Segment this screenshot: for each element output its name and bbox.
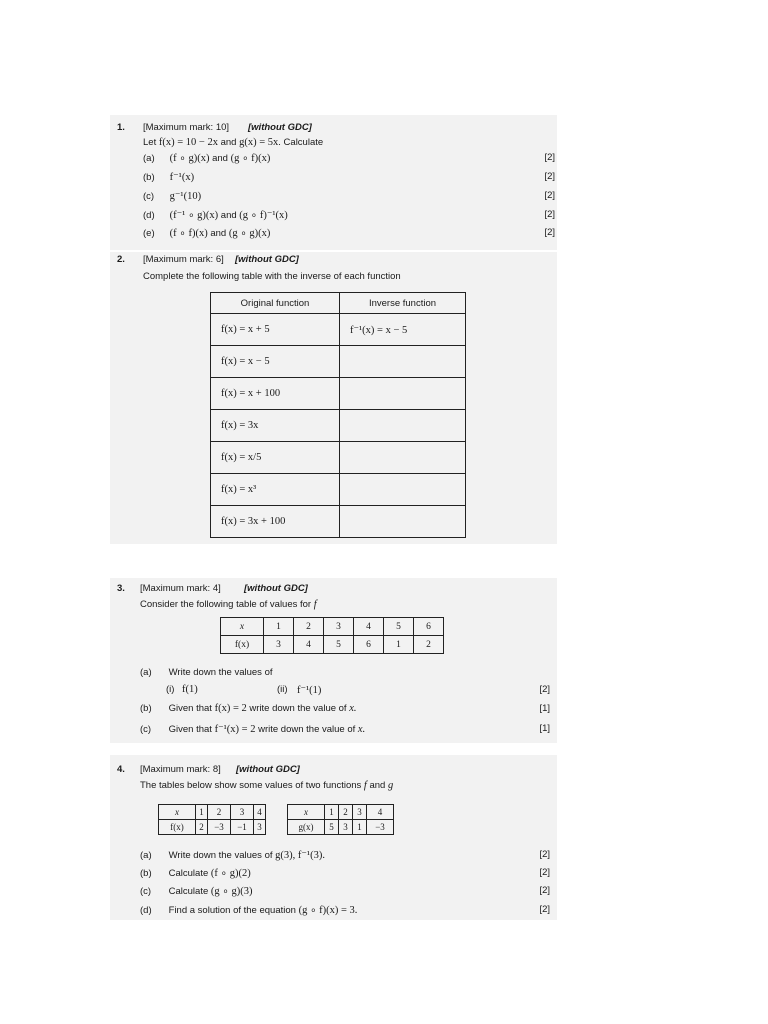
gx-value-cell: −3 <box>367 820 394 835</box>
q1-part-label: (e) <box>143 228 155 239</box>
q1-part-expr: (g ∘ f)(x) <box>230 153 271 164</box>
q3-part-sub-label: (ii) <box>277 684 288 695</box>
q4-part-mark: [2] <box>539 849 550 860</box>
q1-part-join: and <box>212 153 228 164</box>
q1-part-expr: g⁻¹(10) <box>169 191 202 202</box>
q3-intro <box>140 599 317 610</box>
fx-label-cell: f(x) <box>221 636 264 654</box>
q1-intro-calc: . Calculate <box>278 137 324 148</box>
q1-part-expr: (f ∘ f)(x) <box>169 228 208 239</box>
original-function-cell: f(x) = 3x <box>211 410 340 442</box>
inverse-function-cell[interactable] <box>340 410 466 442</box>
q3-max-mark: [Maximum mark: 4] <box>140 583 221 594</box>
q4-part-label: (a) <box>140 850 152 861</box>
q4-intro-text: The tables below show some values of two functions <box>140 780 362 791</box>
gx-value-cell: 1 <box>353 820 367 835</box>
q2-number: 2. <box>117 254 125 265</box>
q3-gdc: [without GDC] <box>244 583 308 594</box>
fx-value-cell: 3 <box>254 820 266 835</box>
q1-part-label: (b) <box>143 172 155 183</box>
inverse-function-cell[interactable]: f⁻¹(x) = x − 5 <box>340 314 466 346</box>
fx-value-cell: 4 <box>294 636 324 654</box>
q3-part-expr: f⁻¹(x) = 2 <box>214 724 256 735</box>
q2-intro: Complete the following table with the inverse of each function <box>143 271 401 282</box>
q1-intro-and: and <box>220 137 237 148</box>
q4-part-expr: (f ∘ g)(2) <box>210 868 251 879</box>
inverse-function-cell[interactable] <box>340 442 466 474</box>
q1-part-mark: [2] <box>544 152 555 163</box>
q1-parts <box>143 152 555 242</box>
q3-part-expr: f(x) = 2 <box>214 703 247 714</box>
q1-part-expr: (g ∘ g)(x) <box>228 228 271 239</box>
q4-part-mark: [2] <box>539 885 550 896</box>
q3-part-text: Given that <box>168 724 212 735</box>
q3-intro-f: f <box>313 599 317 610</box>
gx-value-cell: 5 <box>325 820 339 835</box>
x-value-cell: 2 <box>339 805 353 820</box>
q3-part-a-sub <box>140 684 550 698</box>
q1-intro-g: g(x) = 5x <box>239 137 279 148</box>
table-row <box>221 618 444 636</box>
q3-part-text: write down the value of <box>258 724 356 735</box>
q3-part-text: write down the value of <box>249 703 347 714</box>
original-function-cell: f(x) = x + 100 <box>211 378 340 410</box>
q4-part-label: (d) <box>140 905 152 916</box>
q3-part-label: (b) <box>140 703 152 714</box>
q3-part-text: Write down the values of <box>168 667 273 678</box>
q3-part-c <box>140 723 550 737</box>
q4-part <box>140 904 550 918</box>
table-row <box>288 820 394 835</box>
table-row <box>211 378 466 410</box>
q1-number: 1. <box>117 122 125 133</box>
q3-part-expr: f⁻¹(1) <box>297 685 322 696</box>
q1-part <box>143 152 555 166</box>
q2-max-mark: [Maximum mark: 6] <box>143 254 224 265</box>
q3-part-a <box>140 667 550 681</box>
x-value-cell: 4 <box>354 618 384 636</box>
original-function-cell: f(x) = x − 5 <box>211 346 340 378</box>
q4-part-text: Calculate <box>168 868 209 879</box>
table-row <box>211 346 466 378</box>
q3-number: 3. <box>117 583 125 594</box>
q3-part-label: (a) <box>140 667 152 678</box>
q1-part-mark: [2] <box>544 227 555 238</box>
table-row <box>211 442 466 474</box>
x-value-cell: 3 <box>324 618 354 636</box>
x-value-cell: 5 <box>384 618 414 636</box>
q1-max-mark: [Maximum mark: 10] <box>143 122 230 133</box>
q1-part-label: (a) <box>143 153 155 164</box>
q4-part-text: Write down the values of <box>168 850 273 861</box>
q4-number: 4. <box>117 764 125 775</box>
inverse-table-header <box>211 293 466 314</box>
q3-intro-text: Consider the following table of values for <box>140 599 312 610</box>
x-value-cell: 4 <box>254 805 266 820</box>
q3-part-mark: [1] <box>539 703 550 714</box>
x-value-cell: 1 <box>196 805 208 820</box>
x-value-cell: 4 <box>367 805 394 820</box>
fx-value-cell: 5 <box>324 636 354 654</box>
q1-part-join: and <box>220 210 237 221</box>
q3-part-b <box>140 703 550 717</box>
q3-part-mark: [1] <box>539 723 550 734</box>
q1-part-join: and <box>210 228 227 239</box>
inverse-function-cell[interactable] <box>340 474 466 506</box>
q1-part-expr: f⁻¹(x) <box>169 172 195 183</box>
x-value-cell: 6 <box>414 618 444 636</box>
table-row <box>211 474 466 506</box>
q2-gdc: [without GDC] <box>235 254 299 265</box>
q1-intro-f: f(x) = 10 − 2x <box>158 137 218 148</box>
fx-value-cell: −3 <box>207 820 230 835</box>
q3-part-sub-label: (i) <box>166 684 175 695</box>
q1-part-mark: [2] <box>544 171 555 182</box>
fx-value-cell: −1 <box>230 820 253 835</box>
x-label-cell: x <box>159 805 196 820</box>
q4-table-g <box>287 804 394 835</box>
q4-intro-g: g <box>387 780 394 791</box>
inverse-table-header-cell: Original function <box>211 293 340 314</box>
fx-value-cell: 2 <box>414 636 444 654</box>
q3-values-table <box>220 617 444 654</box>
q4-gdc: [without GDC] <box>236 764 300 775</box>
x-label-cell: x <box>221 618 264 636</box>
q4-part-label: (c) <box>140 886 152 897</box>
q1-part-expr: (f⁻¹ ∘ g)(x) <box>169 210 219 221</box>
q1-part <box>143 209 555 223</box>
q4-part-text: Find a solution of the equation <box>168 905 296 916</box>
fx-value-cell: 6 <box>354 636 384 654</box>
q1-part-mark: [2] <box>544 190 555 201</box>
q4-max-mark: [Maximum mark: 8] <box>140 764 221 775</box>
x-value-cell: 3 <box>353 805 367 820</box>
q1-part-label: (d) <box>143 210 155 221</box>
inverse-function-cell[interactable] <box>340 346 466 378</box>
original-function-cell: f(x) = x³ <box>211 474 340 506</box>
table-row <box>288 805 394 820</box>
q4-part-label: (b) <box>140 868 152 879</box>
q4-part-expr: g(3), f⁻¹(3). <box>275 850 325 861</box>
q1-part-expr: (f ∘ g)(x) <box>169 153 210 164</box>
table-row <box>211 410 466 442</box>
x-value-cell: 3 <box>230 805 253 820</box>
q1-intro-let: Let <box>143 137 157 148</box>
inverse-function-cell[interactable] <box>340 378 466 410</box>
fx-label-cell: f(x) <box>159 820 196 835</box>
x-value-cell: 1 <box>325 805 339 820</box>
table-row <box>211 314 466 346</box>
q3-part-expr: f(1) <box>182 684 198 695</box>
q4-part-text: Calculate <box>168 886 209 897</box>
x-label-cell: x <box>288 805 325 820</box>
original-function-cell: f(x) = x/5 <box>211 442 340 474</box>
fx-value-cell: 2 <box>196 820 208 835</box>
q1-part <box>143 190 555 204</box>
gx-label-cell: g(x) <box>288 820 325 835</box>
original-function-cell: f(x) = 3x + 100 <box>211 506 340 538</box>
fx-value-cell: 3 <box>264 636 294 654</box>
q3-parts <box>140 667 550 747</box>
q1-part-expr: (g ∘ f)⁻¹(x) <box>239 210 288 221</box>
q1-intro <box>143 137 323 148</box>
q4-intro-f: f <box>363 780 367 791</box>
q4-intro <box>140 780 393 791</box>
inverse-table <box>210 292 466 538</box>
x-value-cell: 1 <box>264 618 294 636</box>
table-row <box>211 506 466 538</box>
table-row <box>159 805 266 820</box>
q4-table-f <box>158 804 266 835</box>
inverse-function-cell[interactable] <box>340 506 466 538</box>
table-row <box>159 820 266 835</box>
q3-part-mark: [2] <box>539 684 550 695</box>
q4-part <box>140 849 550 863</box>
q3-part-var: x. <box>357 724 366 735</box>
x-value-cell: 2 <box>294 618 324 636</box>
q4-part-expr: (g ∘ g)(3) <box>210 886 253 897</box>
q1-part-mark: [2] <box>544 209 555 220</box>
q4-part <box>140 867 550 881</box>
q1-part-label: (c) <box>143 191 155 202</box>
q4-parts <box>140 849 550 921</box>
q4-intro-and: and <box>369 780 386 791</box>
q4-part-mark: [2] <box>539 867 550 878</box>
q4-part-expr: (g ∘ f)(x) = 3. <box>298 905 358 916</box>
q4-part-mark: [2] <box>539 904 550 915</box>
inverse-table-header-cell: Inverse function <box>340 293 466 314</box>
table-row <box>221 636 444 654</box>
q1-gdc: [without GDC] <box>248 122 312 133</box>
q3-part-text: Given that <box>168 703 212 714</box>
q4-part <box>140 885 550 899</box>
q1-part <box>143 171 555 185</box>
q3-part-var: x. <box>349 703 357 714</box>
gx-value-cell: 3 <box>339 820 353 835</box>
fx-value-cell: 1 <box>384 636 414 654</box>
original-function-cell: f(x) = x + 5 <box>211 314 340 346</box>
q1-part <box>143 227 555 241</box>
q3-part-label: (c) <box>140 724 152 735</box>
x-value-cell: 2 <box>207 805 230 820</box>
